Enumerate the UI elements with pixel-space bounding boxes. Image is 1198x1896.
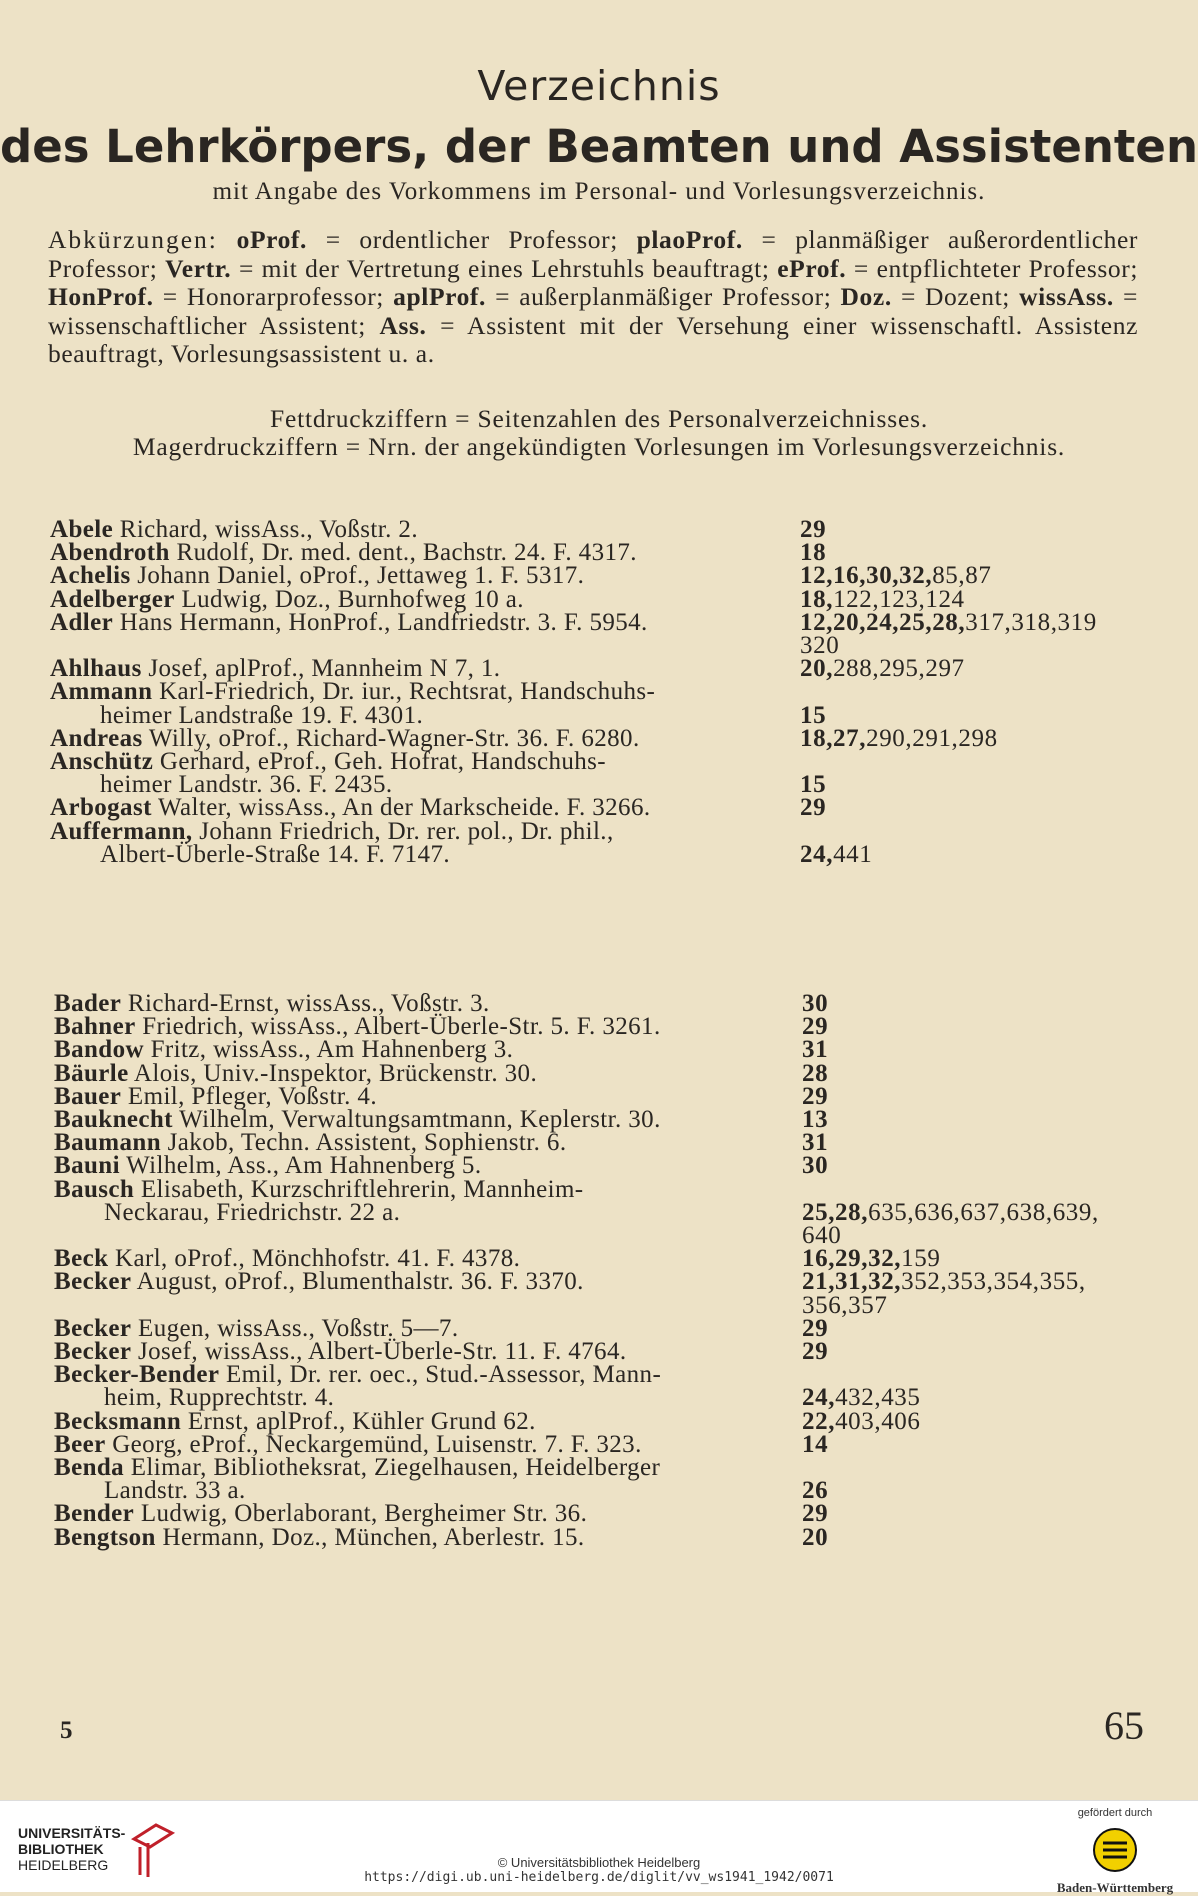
note-thin-numbers: Magerdruckziffern = Nrn. der angekündigten Vorlesungen im Vorlesungsverzeichnis. (132, 432, 1066, 461)
entry-details: Wilhelm, Verwaltungsamtmann, Keplerstr. 30. (172, 1106, 661, 1133)
entry-details: Richard-Ernst, wissAss., Voßstr. 3. (121, 990, 490, 1017)
personnel-page-numbers: 15 (800, 771, 827, 799)
personnel-page-numbers: 29 (802, 1013, 829, 1041)
abbreviation-term: plaoProf. (636, 225, 743, 254)
entry-continuation: Albert-Überle-Straße 14. F. 7147. (100, 840, 451, 868)
entry-details: Hermann, Doz., München, Aberlestr. 15. (155, 1523, 585, 1551)
state-coat-of-arms-icon (1092, 1827, 1138, 1873)
entry-surname: Bader (54, 990, 122, 1017)
entry-details: Josef, wissAss., Albert-Überle-Str. 11. F. 4764. (131, 1338, 627, 1365)
page-number: 65 (1104, 1703, 1144, 1748)
personnel-page-numbers: 21,31,32, (802, 1268, 902, 1296)
copyright-text: © Universitätsbibliothek Heidelberg (497, 1855, 701, 1870)
abbreviation-term: Doz. (840, 282, 892, 311)
signature-mark: 5 (60, 1717, 73, 1744)
personnel-page-numbers: 13 (802, 1106, 829, 1133)
personnel-page-numbers: 31 (802, 1129, 829, 1157)
entry-details: Wilhelm, Ass., Am Hahnenberg 5. (119, 1152, 482, 1180)
entry-details: Jakob, Techn. Assistent, Sophienstr. 6. (161, 1129, 567, 1157)
entry-surname: Becksmann (54, 1407, 182, 1435)
lecture-numbers: 122,123,124 (833, 585, 965, 613)
funded-by-label: gefördert durch (1077, 1807, 1153, 1819)
entry-page-refs-continued: 320 (800, 632, 840, 659)
entry-surname: Auffermann, (50, 817, 193, 845)
lecture-numbers: 635,636,637,638,639, (868, 1198, 1099, 1226)
abbreviation-meaning: = wissenschaftlicher Assistent; (48, 282, 1138, 340)
entry-surname: Andreas (50, 724, 143, 752)
abbreviation-meaning: = entpflichteter Professor; (853, 253, 1139, 283)
lecture-numbers: 441 (833, 840, 873, 868)
entry-surname: Anschütz (50, 748, 154, 775)
personnel-page-numbers: 29 (802, 1082, 829, 1110)
abbreviation-term: HonProf. (48, 282, 154, 311)
entry-details: Walter, wissAss., An der Markscheide. F. 3266. (151, 794, 651, 822)
abbreviation-meaning: = planmäßiger außerordentlicher Professor; (48, 225, 1138, 283)
abbreviation-term: aplProf. (393, 282, 486, 311)
entry-details: Hans Hermann, HonProf., Landfriedstr. 3. F. 5954. (113, 608, 648, 636)
entry-surname: Bäurle (54, 1059, 129, 1087)
entry-surname: Bandow (54, 1036, 144, 1064)
entry-details: Willy, oProf., Richard-Wagner-Str. 36. F. 6280. (142, 724, 640, 752)
page-heading: des Lehrkörpers, der Beamten und Assistenten (0, 120, 1198, 173)
entry-details: Ernst, aplProf., Kühler Grund 62. (181, 1407, 536, 1435)
personnel-page-numbers: 18, (800, 585, 834, 613)
abbreviation-meaning: = außerplanmäßiger Professor; (495, 282, 832, 311)
abbreviation-term: oProf. (236, 225, 307, 254)
personnel-page-numbers: 29 (800, 794, 827, 822)
lecture-numbers: 290,291,298 (866, 724, 998, 752)
digitization-footer (0, 1800, 1198, 1895)
lecture-numbers: 85,87 (932, 562, 992, 590)
page-title: Verzeichnis (477, 62, 721, 110)
entry-details: Elimar, Bibliotheksrat, Ziegelhausen, Heidelberger (124, 1454, 661, 1481)
entry-details: August, oProf., Blumenthalstr. 36. F. 3370. (131, 1268, 584, 1296)
personnel-page-numbers: 12,16,30,32, (800, 562, 933, 590)
personnel-page-numbers: 15 (800, 701, 827, 729)
personnel-page-numbers: 22, (802, 1407, 836, 1435)
entry-continuation: Neckarau, Friedrichstr. 22 a. (104, 1198, 401, 1226)
entry-surname: Ammann (50, 678, 153, 706)
entry-surname: Becker (54, 1338, 132, 1365)
abbreviation-item (157, 254, 769, 283)
abbreviation-term: Vertr. (165, 253, 232, 283)
entry-details: Eugen, wissAss., Voßstr. 5—7. (131, 1314, 459, 1342)
entry-page-refs (800, 609, 1097, 637)
lecture-numbers: 159 (901, 1245, 941, 1273)
entry-details: Emil, Dr. rer. oec., Stud.-Assessor, Mann- (219, 1361, 662, 1389)
abbreviation-term: Ass. (379, 310, 427, 340)
abbreviation-meaning: = ordentlicher Professor; (325, 225, 618, 254)
entry-details: Josef, aplProf., Mannheim N 7, 1. (141, 655, 501, 683)
entry-surname: Becker (54, 1268, 132, 1296)
funder-name: Baden-Württemberg (1056, 1880, 1174, 1895)
permalink[interactable]: https://digi.ub.uni-heidelberg.de/diglit/vv_ws1941_1942/0071 (364, 1870, 834, 1885)
entry-surname: Bauni (54, 1152, 120, 1180)
entry-continuation: heim, Rupprechtstr. 4. (104, 1384, 335, 1412)
abbreviations-block (48, 226, 1138, 369)
library-name-line1: UNIVERSITÄTS- (18, 1825, 126, 1841)
entry-details: Karl, oProf., Mönchhofstr. 41. F. 4378. (108, 1245, 521, 1273)
entry-surname: Bahner (54, 1013, 136, 1041)
page-subtitle: mit Angabe des Vorkommens im Personal- und Vorlesungsverzeichnis. (212, 178, 986, 205)
abbreviation-meaning: = mit der Vertretung eines Lehrstuhls beauftragt; (238, 253, 770, 283)
personnel-page-numbers: 31 (802, 1036, 829, 1064)
personnel-page-numbers: 20, (800, 655, 834, 683)
personnel-page-numbers: 30 (802, 1152, 829, 1180)
entry-surname: Bausch (54, 1175, 135, 1203)
lecture-numbers: 403,406 (835, 1407, 921, 1435)
abbreviations-label: Abkürzungen: (48, 225, 218, 254)
funding-block (1050, 1807, 1180, 1896)
abbreviation-item (384, 282, 831, 311)
entry-details: Alois, Univ.-Inspektor, Brückenstr. 30. (128, 1059, 538, 1087)
entry-surname: Bender (54, 1500, 135, 1528)
entry-page-refs (800, 841, 872, 869)
entry-continuation: Landstr. 33 a. (104, 1477, 246, 1505)
abbreviation-term: eProf. (777, 253, 847, 283)
entry-page-refs (800, 794, 826, 822)
entry-surname: Abendroth (50, 539, 170, 567)
entry-page-refs (802, 1524, 828, 1552)
entry-surname: Ahlhaus (50, 655, 142, 683)
entry-continuation: heimer Landstr. 36. F. 2435. (100, 771, 393, 799)
lecture-numbers: 317,318,319 (965, 608, 1097, 636)
entry-page-refs (800, 725, 998, 753)
personnel-page-numbers: 26 (802, 1477, 829, 1505)
library-name-line2: BIBLIOTHEK (18, 1841, 104, 1857)
abbreviation-item (831, 282, 1010, 311)
entry-line (50, 609, 648, 637)
entry-details: Johann Daniel, oProf., Jettaweg 1. F. 5317. (130, 562, 585, 590)
entry-surname: Bauknecht (54, 1106, 173, 1133)
personnel-page-numbers: 18,27, (800, 724, 867, 752)
entry-details: Friedrich, wissAss., Albert-Überle-Str. 5. F. 3261. (135, 1013, 661, 1041)
entry-details: Elisabeth, Kurzschriftlehrerin, Mannheim- (134, 1175, 584, 1203)
abbreviation-item (237, 225, 618, 254)
personnel-page-numbers: 29 (802, 1500, 829, 1528)
entry-details: Ludwig, Doz., Burnhofweg 10 a. (174, 585, 524, 613)
entry-details: Karl-Friedrich, Dr. iur., Rechtsrat, Handschuhs- (152, 678, 656, 706)
abbreviation-item (48, 282, 384, 311)
lecture-numbers: 352,353,354,355, (901, 1268, 1086, 1296)
entry-details: Fritz, wissAss., Am Hahnenberg 3. (143, 1036, 514, 1064)
entry-surname: Becker-Bender (54, 1361, 220, 1389)
personnel-page-numbers: 29 (802, 1338, 829, 1365)
personnel-page-numbers: 28 (802, 1059, 829, 1087)
personnel-page-numbers: 14 (802, 1430, 829, 1458)
entry-page-refs-continued: 640 (802, 1222, 842, 1249)
personnel-page-numbers: 20 (802, 1523, 829, 1551)
copyright-block (0, 1855, 1198, 1885)
library-name-line3: HEIDELBERG (18, 1857, 109, 1873)
entry-details: Ludwig, Oberlaborant, Bergheimer Str. 36. (134, 1500, 588, 1528)
entry-surname: Baumann (54, 1129, 162, 1157)
entry-page-refs (802, 1431, 828, 1459)
entry-surname: Abele (50, 516, 114, 543)
personnel-page-numbers: 29 (802, 1314, 829, 1342)
personnel-page-numbers: 25,28, (802, 1198, 869, 1226)
entry-page-refs (800, 655, 965, 683)
entry-surname: Bengtson (54, 1523, 156, 1551)
entry-surname: Adler (50, 608, 114, 636)
abbreviation-meaning: = Honorarprofessor; (162, 282, 384, 311)
personnel-page-numbers: 12,20,24,25,28, (800, 608, 966, 636)
personnel-page-numbers: 24, (800, 840, 834, 868)
personnel-page-numbers: 30 (802, 990, 829, 1017)
entry-details: Georg, eProf., Neckargemünd, Luisenstr. 7. F. 323. (105, 1430, 642, 1458)
entry-details: Richard, wissAss., Voßstr. 2. (113, 516, 418, 543)
personnel-page-numbers: 29 (800, 516, 827, 543)
entry-page-refs (802, 1199, 1099, 1227)
lecture-numbers: 288,295,297 (833, 655, 965, 683)
entry-details: Johann Friedrich, Dr. rer. pol., Dr. phil., (192, 817, 614, 845)
entry-surname: Achelis (50, 562, 131, 590)
entry-continuation: heimer Landstraße 19. F. 4301. (100, 701, 424, 729)
abbreviation-item (770, 254, 1138, 283)
abbreviation-meaning: = Assistent mit der Versehung einer wissenschaftl. Assistenz beauftragt, Vorlesungsassistent u. a. (48, 310, 1138, 368)
personnel-page-numbers: 16,29,32, (802, 1245, 902, 1273)
entry-details: Emil, Pfleger, Voßstr. 4. (121, 1082, 377, 1110)
entry-surname: Beer (54, 1430, 106, 1458)
entry-surname: Arbogast (50, 794, 152, 822)
entry-surname: Beck (54, 1245, 109, 1273)
entry-line (54, 1524, 585, 1552)
entry-surname: Benda (54, 1454, 125, 1481)
personnel-page-numbers: 18 (800, 539, 827, 567)
entry-line (54, 1268, 584, 1296)
entry-details: Gerhard, eProf., Geh. Hofrat, Handschuhs- (153, 748, 606, 775)
entry-page-refs (802, 1338, 828, 1366)
lecture-numbers: 432,435 (835, 1384, 921, 1412)
entry-page-refs-continued: 356,357 (802, 1291, 888, 1319)
abbreviation-meaning: = Dozent; (900, 282, 1010, 311)
entry-surname: Becker (54, 1314, 132, 1342)
note-bold-numbers: Fettdruckziffern = Seitenzahlen des Personalverzeichnisses. (269, 404, 929, 433)
personnel-page-numbers: 24, (802, 1384, 836, 1412)
abbreviation-term: wissAss. (1019, 282, 1114, 311)
entry-page-refs (802, 1152, 828, 1180)
entry-details: Rudolf, Dr. med. dent., Bachstr. 24. F. 4317. (169, 539, 637, 567)
entry-surname: Bauer (54, 1082, 122, 1110)
entry-surname: Adelberger (50, 585, 175, 613)
